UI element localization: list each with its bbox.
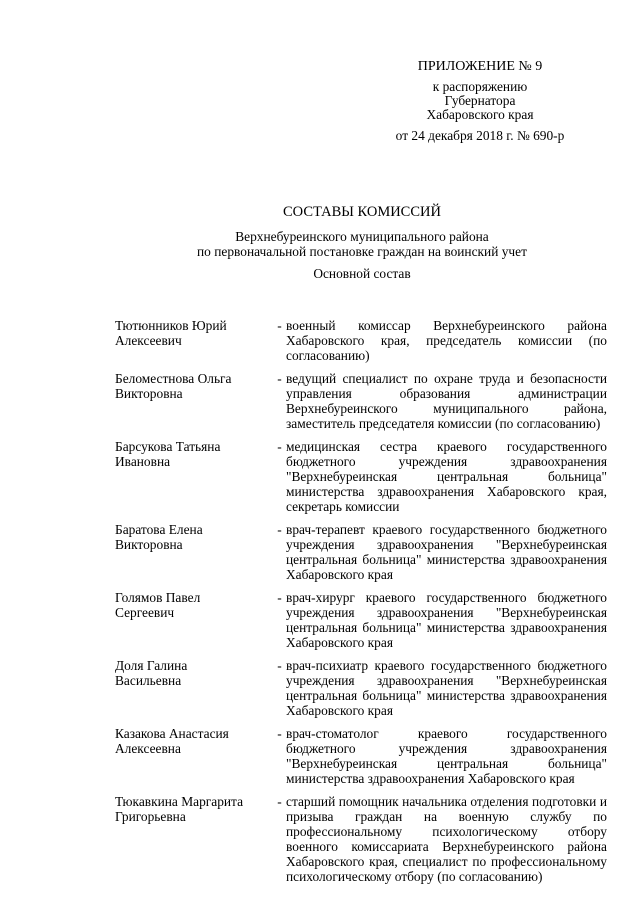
dash: - [277,522,282,537]
member-name [115,590,273,650]
document-subtitle: по первоначальной постановке граждан на воинский учет [197,244,527,259]
member-row [115,371,607,431]
appendix-header [380,59,580,143]
document-title: СОСТАВЫ КОМИССИЙ [283,204,441,220]
dash: - [277,318,282,333]
member-name [115,522,273,582]
title-block [120,205,604,259]
member-surname-given: Казакова Анастасия [115,726,229,741]
member-role: врач-стоматолог краевого государственного бюджетного учреждения здравоохранения "Верхнебуреинская центральная больница" министерства здравоохранения Хабаровского края [286,726,607,786]
member-row [115,590,607,650]
member-row [115,318,607,363]
member-role: медицинская сестра краевого государственного бюджетного учреждения здравоохранения "Верхнебуреинская центральная больница" министерства здравоохранения Хабаровского края, секретарь комиссии [286,439,607,514]
member-role: ведущий специалист по охране труда и безопасности управления образования администрации Верхнебуреинского муниципального района, заместитель председателя комиссии (по согласованию) [286,371,607,431]
dash: - [277,658,282,673]
member-role: старший помощник начальника отделения подготовки и призыва граждан на военную службу по профессиональному психологическому отбору военного комиссариата Верхнебуреинского района Хабаровского края, специалист по профессиональному психологическому отбору (по согласованию) [286,794,607,884]
member-surname-given: Голямов Павел [115,590,201,605]
dash: - [277,726,282,741]
member-surname-given: Тютюнников Юрий [115,318,227,333]
member-name [115,658,273,718]
appendix-title: ПРИЛОЖЕНИЕ № 9 [417,59,543,74]
member-row [115,522,607,582]
member-patronymic: Васильевна [115,673,182,688]
member-role: врач-терапевт краевого государственного бюджетного учреждения здравоохранения "Верхнебуреинская центральная больница" министерства здравоохранения Хабаровского края [286,522,607,582]
dash: - [277,371,282,386]
member-role: военный комиссар Верхнебуреинского района Хабаровского края, председатель комиссии (по согласованию) [286,318,607,363]
member-patronymic: Викторовна [115,537,183,552]
member-row [115,658,607,718]
appendix-line: к распоряжению [432,79,528,94]
member-surname-given: Беломестнова Ольга [115,371,232,386]
member-patronymic: Викторовна [115,386,183,401]
member-name [115,794,273,884]
member-role: врач-психиатр краевого государственного бюджетного учреждения здравоохранения "Верхнебуреинская центральная больница" министерства здравоохранения Хабаровского края [286,658,607,718]
section-title: Основной состав [313,266,411,281]
dash: - [277,590,282,605]
member-name [115,318,273,363]
member-role: врач-хирург краевого государственного бюджетного учреждения здравоохранения "Верхнебуреинская центральная больница" министерства здравоохранения Хабаровского края [286,590,607,650]
dash: - [277,439,282,454]
member-patronymic: Григорьевна [115,809,186,824]
dash: - [277,794,282,809]
appendix-line: Хабаровского края [426,107,534,122]
member-surname-given: Баратова Елена [115,522,203,537]
member-row [115,439,607,514]
document-subtitle: Верхнебуреинского муниципального района [235,229,489,244]
member-name [115,439,273,514]
member-row [115,726,607,786]
member-patronymic: Алексеевна [115,741,181,756]
member-patronymic: Ивановна [115,454,171,469]
member-patronymic: Алексеевич [115,333,182,348]
member-surname-given: Барсукова Татьяна [115,439,221,454]
member-surname-given: Доля Галина [115,658,188,673]
appendix-line: Губернатора [444,93,516,108]
members-list [115,318,607,892]
member-patronymic: Сергеевич [115,605,175,620]
member-row [115,794,607,884]
member-surname-given: Тюкавкина Маргарита [115,794,244,809]
appendix-date: от 24 декабря 2018 г. № 690-р [395,128,565,143]
member-name [115,371,273,431]
member-name [115,726,273,786]
